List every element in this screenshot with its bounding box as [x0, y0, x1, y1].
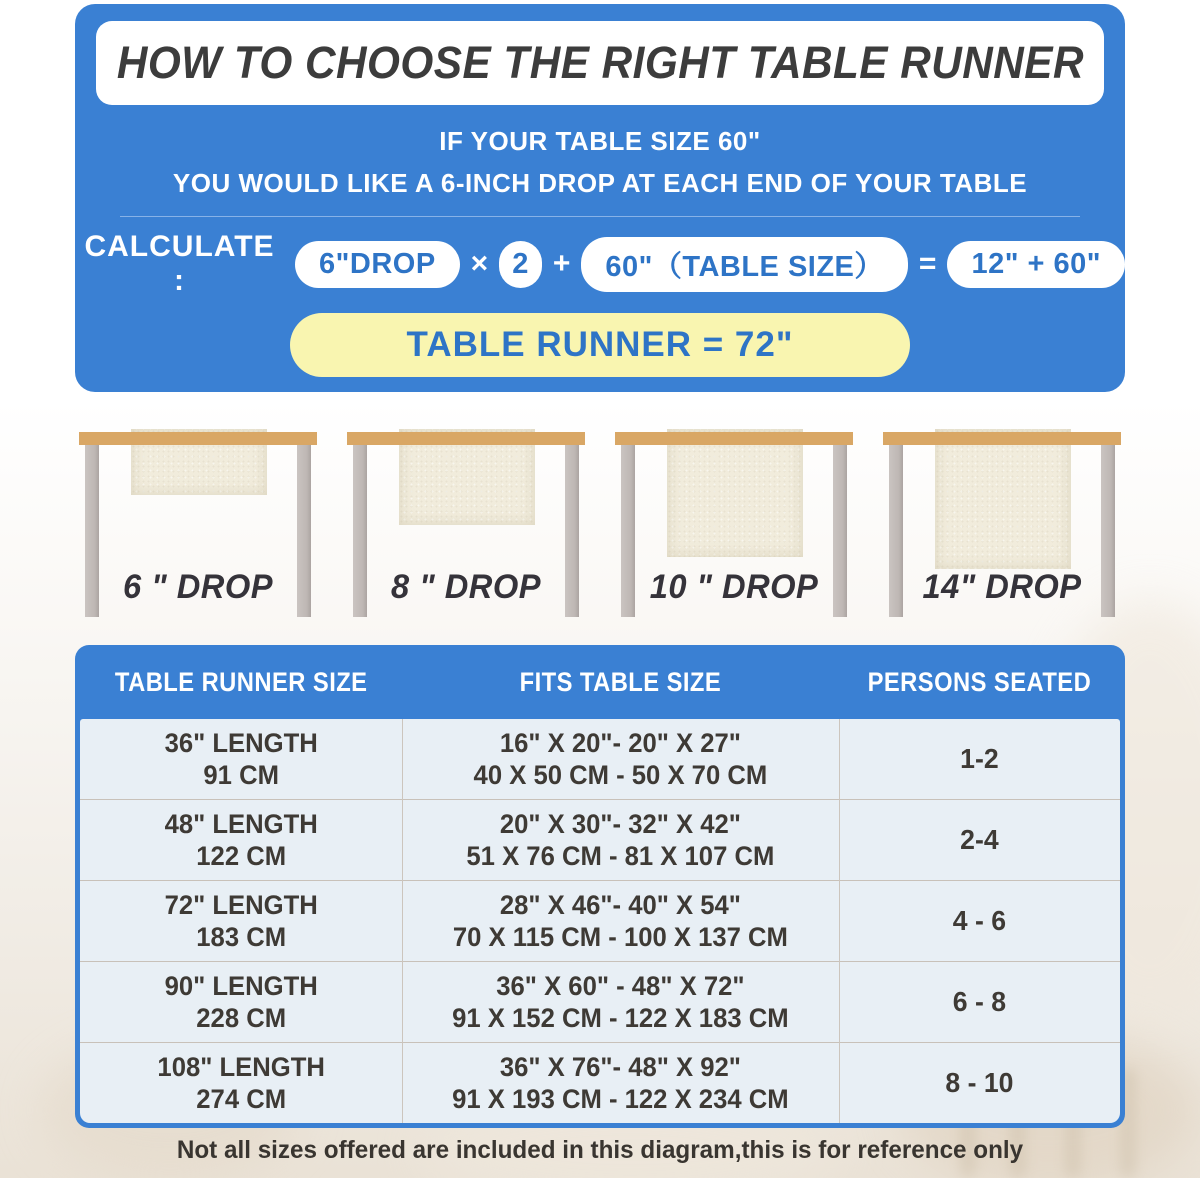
- runner-size-cell: [88, 889, 394, 953]
- fits-size-cm: 40 X 50 CM - 50 X 70 CM: [473, 760, 768, 790]
- runner-size-inches: 48" LENGTH: [164, 809, 318, 839]
- runner-size-cell: [88, 727, 394, 791]
- fits-size-cm: 51 X 76 CM - 81 X 107 CM: [466, 841, 775, 871]
- table-illustration-10in: [615, 432, 853, 622]
- runner-size-cell: [88, 1051, 394, 1115]
- table-size-pill: 60"（TABLE SIZE）: [581, 237, 908, 292]
- fits-size-cm: 91 X 152 CM - 122 X 183 CM: [452, 1003, 790, 1033]
- fits-size-inches: 28" X 46"- 40" X 54": [500, 890, 742, 920]
- runner-size-cell: [88, 808, 394, 872]
- total-result-pill: TABLE RUNNER = 72": [290, 313, 910, 377]
- header-panel: [75, 4, 1125, 392]
- table-row: [80, 961, 1120, 1042]
- subtitle-line-2: YOU WOULD LIKE A 6-INCH DROP AT EACH END OF YOUR TABLE: [172, 168, 1028, 198]
- fits-table-size-cell: [413, 889, 828, 953]
- persons-seated-cell: 1-2: [960, 743, 999, 774]
- multiply-sign: ×: [470, 247, 489, 280]
- table-row: [80, 719, 1120, 799]
- table-illustration-8in: [347, 432, 585, 622]
- factor-pill: 2: [499, 241, 542, 288]
- drop-label: 8 " DROP: [391, 568, 541, 606]
- size-chart-header-row: [80, 645, 1120, 719]
- tabletop-graphic: [883, 432, 1121, 445]
- subtitle-line-1: IF YOUR TABLE SIZE 60": [439, 126, 761, 156]
- runner-graphic: [667, 429, 803, 557]
- drop-label: 6 " DROP: [123, 568, 273, 606]
- runner-size-cm: 91 CM: [203, 760, 279, 790]
- tabletop-graphic: [79, 432, 317, 445]
- table-illustration-14in: [883, 432, 1121, 622]
- column-header-persons-seated: PERSONS SEATED: [867, 666, 1092, 697]
- result-pill: 12" + 60": [947, 241, 1125, 288]
- persons-seated-cell: 2-4: [960, 824, 999, 855]
- drop-label: 10 " DROP: [649, 568, 819, 606]
- tabletop-graphic: [347, 432, 585, 445]
- persons-seated-cell: 8 - 10: [945, 1067, 1014, 1098]
- title-banner: [96, 21, 1104, 105]
- fits-size-inches: 16" X 20"- 20" X 27": [500, 728, 742, 758]
- column-header-fits-table-size: FITS TABLE SIZE: [520, 666, 722, 697]
- runner-size-inches: 108" LENGTH: [157, 1052, 325, 1082]
- size-chart-panel: [75, 645, 1125, 1128]
- page-title: HOW TO CHOOSE THE RIGHT TABLE RUNNER: [116, 37, 1084, 88]
- column-header-runner-size: TABLE RUNNER SIZE: [114, 666, 368, 697]
- runner-graphic: [935, 429, 1071, 569]
- divider-line: [120, 216, 1080, 217]
- runner-size-cm: 274 CM: [196, 1084, 287, 1114]
- fits-size-cm: 70 X 115 CM - 100 X 137 CM: [453, 922, 789, 952]
- runner-size-cm: 183 CM: [196, 922, 287, 952]
- runner-size-cell: [88, 970, 394, 1034]
- size-chart-body: [80, 719, 1120, 1123]
- tabletop-graphic: [615, 432, 853, 445]
- runner-size-inches: 90" LENGTH: [164, 971, 318, 1001]
- runner-size-inches: 72" LENGTH: [164, 890, 318, 920]
- fits-size-cm: 91 X 193 CM - 122 X 234 CM: [452, 1084, 790, 1114]
- column-divider: [839, 719, 840, 1123]
- calculation-formula: [75, 230, 1125, 298]
- runner-size-inches: 36" LENGTH: [164, 728, 318, 758]
- footer-disclaimer: Not all sizes offered are included in this diagram,this is for reference only: [176, 1136, 1024, 1164]
- column-divider: [402, 719, 403, 1123]
- drop-value-pill: 6"DROP: [295, 241, 460, 288]
- fits-size-inches: 20" X 30"- 32" X 42": [500, 809, 742, 839]
- fits-size-inches: 36" X 60" - 48" X 72": [496, 971, 745, 1001]
- persons-seated-cell: 4 - 6: [952, 905, 1007, 936]
- fits-table-size-cell: [413, 808, 828, 872]
- runner-size-cm: 122 CM: [196, 841, 287, 871]
- fits-table-size-cell: [413, 727, 828, 791]
- fits-table-size-cell: [413, 1051, 828, 1115]
- persons-seated-cell: 6 - 8: [952, 986, 1007, 1017]
- fits-table-size-cell: [413, 970, 828, 1034]
- table-illustration-6in: [79, 432, 317, 622]
- calculate-label: CALCULATE :: [84, 230, 275, 297]
- drop-illustrations: [0, 432, 1200, 622]
- table-row: [80, 1042, 1120, 1123]
- table-row: [80, 799, 1120, 880]
- equals-sign: =: [918, 247, 937, 280]
- drop-label: 14" DROP: [922, 568, 1082, 606]
- runner-size-cm: 228 CM: [196, 1003, 287, 1033]
- plus-sign: +: [552, 247, 571, 280]
- fits-size-inches: 36" X 76"- 48" X 92": [500, 1052, 742, 1082]
- table-row: [80, 880, 1120, 961]
